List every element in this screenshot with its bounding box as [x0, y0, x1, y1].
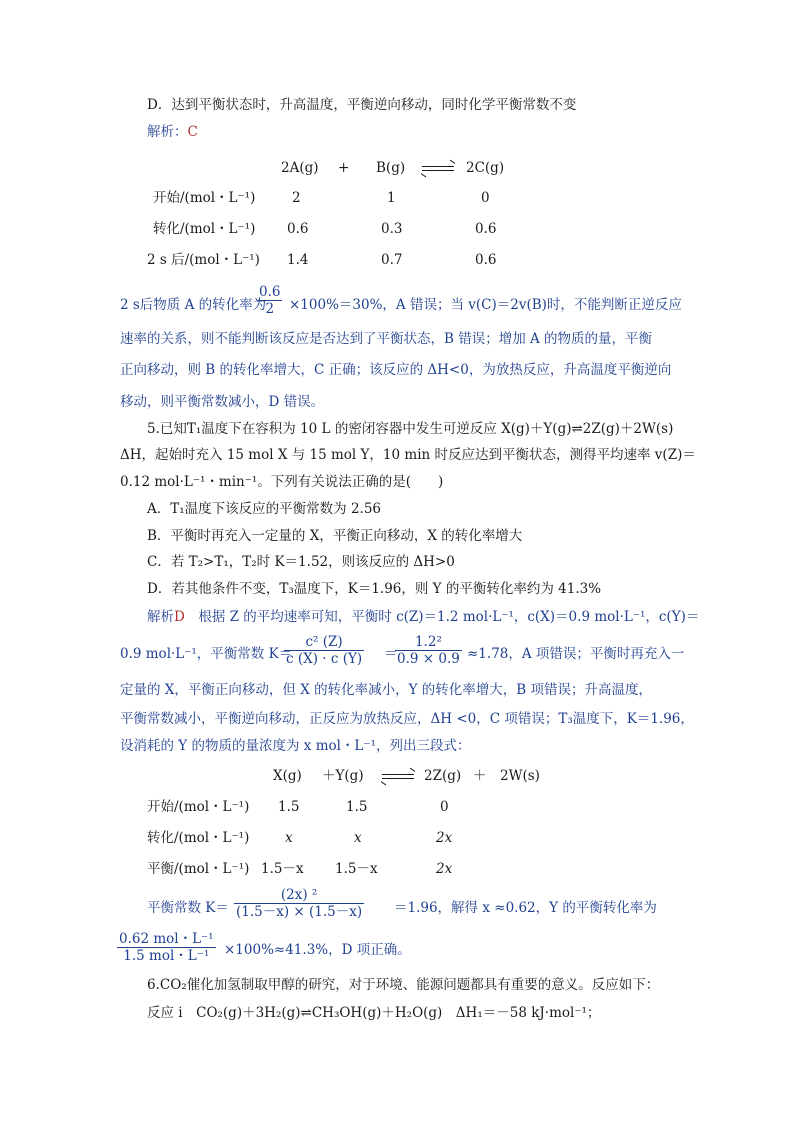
q4-cell: 0.3 — [381, 221, 403, 237]
q6-reaction-1: 反应 ⅰ CO₂(g)＋3H₂(g)⇌CH₃OH(g)＋H₂O(g) ΔH₁＝－58 kJ·mol⁻¹； — [147, 1005, 601, 1021]
q5-k-fraction — [284, 634, 364, 667]
q5-h-x: X(g) — [273, 768, 302, 784]
analysis-answer: D — [174, 609, 185, 625]
fraction-numerator: 0.6 — [259, 284, 281, 300]
q4-cell: 1 — [387, 190, 396, 206]
fraction-numerator: (2x) ² — [234, 887, 364, 904]
q4-line1-b: ×100%＝30%，A 错误；当 v(C)＝2v(B)时，不能判断正逆反应 — [289, 297, 682, 313]
q5-cell: x — [285, 830, 293, 846]
analysis-label: 解析： — [147, 124, 188, 140]
q5-analysis-line1 — [147, 608, 699, 626]
q5-h-z: 2Z(g) — [424, 768, 462, 784]
q5-cell: 1.5－x — [335, 861, 378, 877]
q4-cell: 0.6 — [475, 252, 497, 268]
q5-stem-2: ΔH，起始时充入 15 mol X 与 15 mol Y，10 min 时反应达到平衡状态，测得平均速率 v(Z)＝ — [120, 447, 696, 463]
q5-cell: 1.5 — [278, 799, 300, 815]
q4-line1 — [120, 296, 266, 314]
q4-h-a: 2A(g) — [281, 160, 319, 176]
q5-conversion-fraction — [117, 931, 216, 964]
q5-row-label: 平衡/(mol・L⁻¹) — [147, 861, 250, 877]
fraction-denominator: 2 — [265, 301, 275, 317]
equilibrium-arrow-icon — [422, 164, 454, 174]
q5-conversion-rest: ×100%≈41.3%，D 项正确。 — [224, 942, 411, 958]
q5-analysis-line4: 平衡常数减小，平衡逆向移动，正反应为放热反应，ΔH <0，C 项错误；T₃温度下，K＝1.96， — [120, 711, 694, 727]
q5-k2-fraction — [395, 634, 462, 667]
q5-option-a: A．T₁温度下该反应的平衡常数为 2.56 — [147, 501, 382, 517]
fraction-denominator: (1.5－x) × (1.5－x) — [236, 904, 363, 920]
q5-cell: 1.5 — [346, 799, 368, 815]
q4-row-label: 转化/(mol・L⁻¹) — [153, 221, 256, 237]
q4-cell: 0.6 — [287, 221, 309, 237]
q4-cell: 0 — [481, 190, 490, 206]
fraction-denominator: 1.5 mol・L⁻¹ — [123, 948, 210, 964]
analysis-text: 根据 Z 的平均速率可知，平衡时 c(Z)＝1.2 mol·L⁻¹，c(X)＝0.9 mol·L⁻¹，c(Y)＝ — [184, 609, 700, 625]
analysis-answer: C — [187, 124, 198, 140]
q4-cell: 0.7 — [381, 252, 403, 268]
fraction-denominator: c (X) · c (Y) — [286, 651, 363, 667]
q5-k3-fraction — [234, 887, 364, 920]
q5-row-label: 开始/(mol・L⁻¹) — [147, 799, 250, 815]
q5-option-d: D．若其他条件不变，T₃温度下，K＝1.96，则 Y 的平衡转化率约为 41.3% — [147, 581, 602, 597]
q4-line2: 速率的关系，则不能判断该反应是否达到了平衡状态，B 错误；增加 A 的物质的量，平衡 — [120, 331, 653, 347]
fraction-numerator: 1.2² — [395, 634, 462, 651]
q4-cell: 2 — [292, 190, 301, 206]
q5-analysis-line5: 设消耗的 Y 的物质的量浓度为 x mol・L⁻¹，列出三段式： — [120, 738, 471, 754]
q5-analysis-line2-b: ≈1.78，A 项错误；平衡时再充入一 — [467, 646, 685, 662]
q5-option-b: B．平衡时再充入一定量的 X，平衡正向移动，X 的转化率增大 — [147, 528, 523, 544]
q5-k-eq: ＝ — [384, 646, 398, 662]
q5-analysis-line3: 定量的 X，平衡正向移动，但 X 的转化率减小，Y 的转化率增大，B 项错误；升高温度， — [120, 682, 653, 698]
q5-cell: x — [354, 830, 362, 846]
q4-cell: 1.4 — [287, 252, 309, 268]
q4-cell: 0.6 — [475, 221, 497, 237]
equilibrium-arrow-icon — [382, 772, 414, 782]
q4-h-plus: + — [338, 160, 350, 176]
q5-cell: 2x — [436, 861, 453, 877]
q4-line1-a: 2 s后物质 A 的转化率为 — [120, 297, 267, 313]
q5-stem-3: 0.12 mol·L⁻¹・min⁻¹。下列有关说法正确的是( ) — [120, 474, 444, 490]
fraction-numerator: 0.62 mol・L⁻¹ — [119, 931, 214, 947]
q4-option-d: D．达到平衡状态时，升高温度，平衡逆向移动，同时化学平衡常数不变 — [147, 97, 577, 113]
q4-line3: 正向移动，则 B 的转化率增大，C 正确；该反应的 ΔH<0，为放热反应，升高温度平衡逆向 — [120, 362, 672, 378]
q4-fraction — [257, 284, 282, 317]
q4-analysis — [147, 123, 198, 141]
q6-stem-1: 6.CO₂催化加氢制取甲醇的研究，对于环境、能源问题都具有重要的意义。反应如下： — [147, 977, 660, 993]
q5-analysis-line2-a: 0.9 mol·L⁻¹，平衡常数 K＝ — [120, 646, 293, 662]
q4-row-label: 2 s 后/(mol・L⁻¹) — [147, 252, 260, 268]
q5-k3-rest: ＝1.96，解得 x ≈0.62，Y 的平衡转化率为 — [394, 900, 657, 916]
q4-h-b: B(g) — [376, 160, 406, 176]
q5-cell: 1.5－x — [261, 861, 304, 877]
q5-k3-label: 平衡常数 K＝ — [147, 900, 229, 916]
fraction-numerator: c² (Z) — [284, 634, 364, 651]
q5-cell: 2x — [436, 830, 453, 846]
q5-h-y: ＋Y(g) — [322, 768, 364, 784]
q4-row-label: 开始/(mol・L⁻¹) — [153, 190, 256, 206]
fraction-denominator: 0.9 × 0.9 — [397, 651, 460, 667]
q4-line4: 移动，则平衡常数减小，D 错误。 — [120, 394, 325, 410]
q5-h-plus: ＋ — [473, 768, 487, 784]
q5-h-w: 2W(s) — [500, 768, 540, 784]
q4-h-c: 2C(g) — [466, 160, 505, 176]
q5-row-label: 转化/(mol・L⁻¹) — [147, 830, 250, 846]
analysis-label: 解析 — [147, 609, 174, 625]
q5-cell: 0 — [440, 799, 449, 815]
q5-option-c: C．若 T₂>T₁，T₂时 K＝1.52，则该反应的 ΔH>0 — [147, 554, 455, 570]
q5-stem-1: 5.已知T₁温度下在容积为 10 L 的密闭容器中发生可逆反应 X(g)＋Y(g)⇌2Z(g)＋2W(s) — [147, 421, 674, 437]
